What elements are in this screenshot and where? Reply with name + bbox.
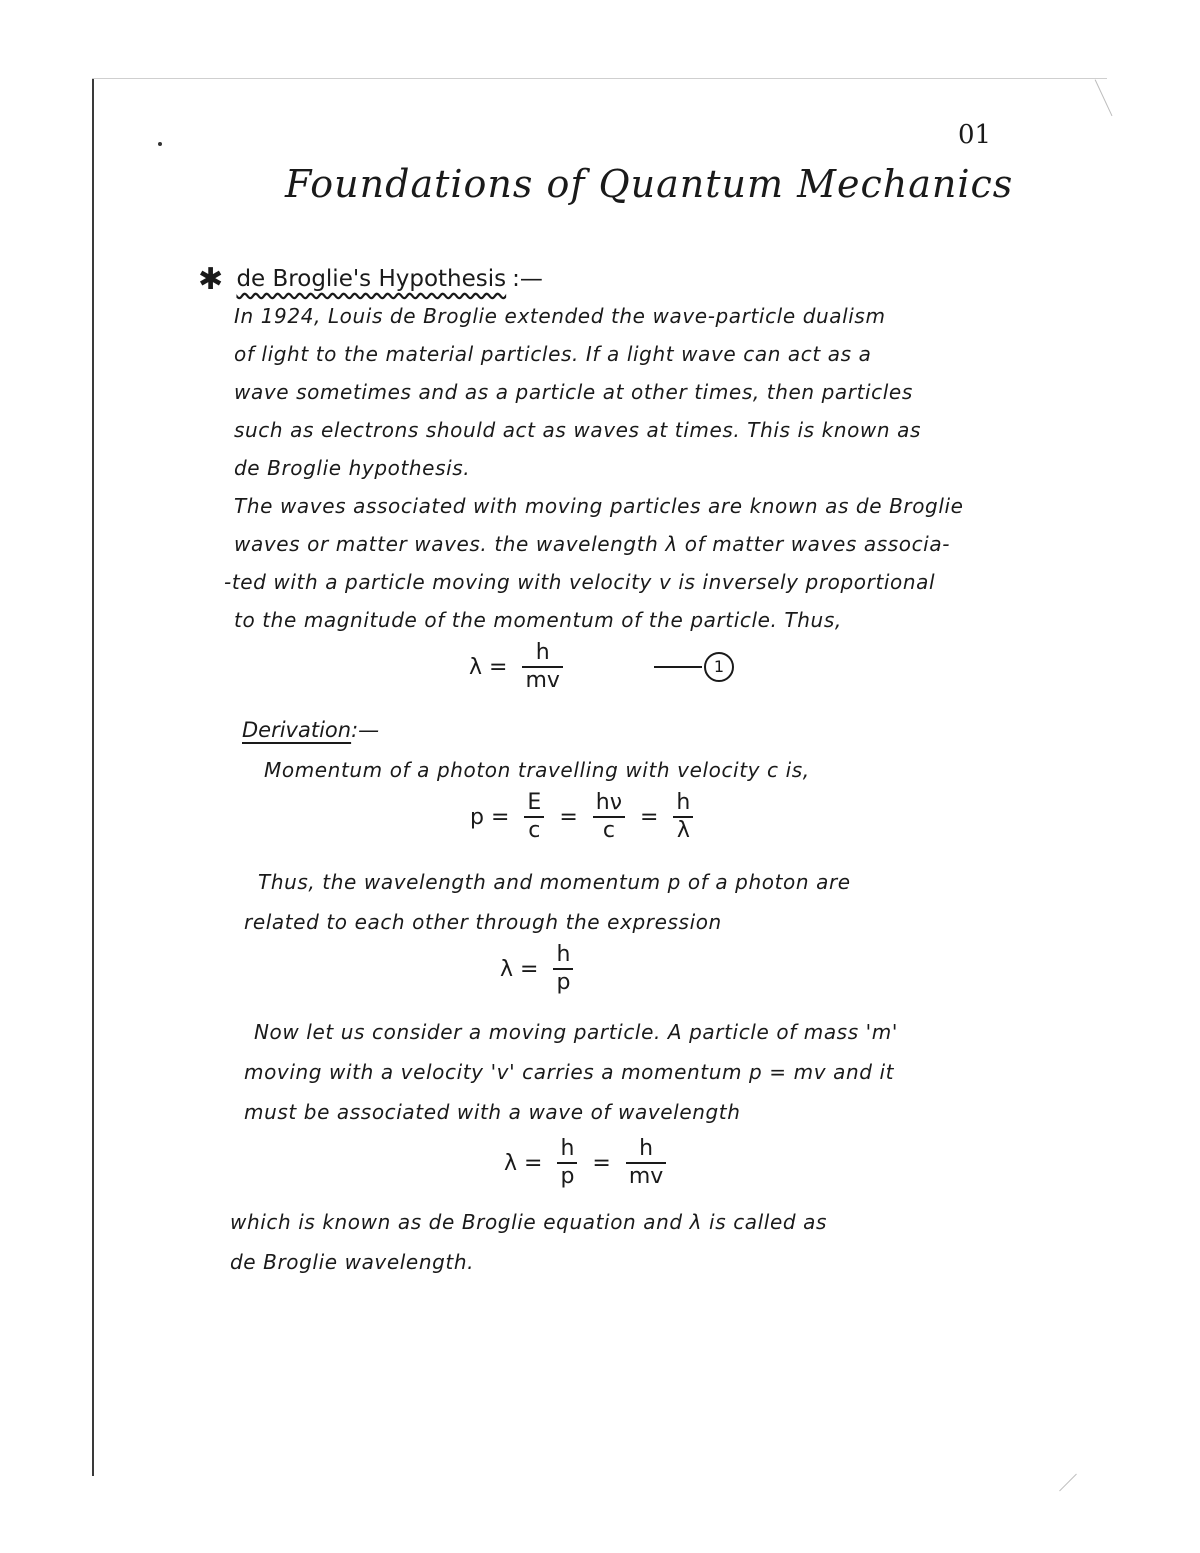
fraction bbox=[593, 790, 625, 844]
text-line: Thus, the wavelength and momentum p of a photon are bbox=[258, 870, 851, 894]
text-line: of light to the material particles. If a light wave can act as a bbox=[234, 342, 872, 366]
page-number: 01 bbox=[958, 120, 992, 150]
margin-dot bbox=[158, 142, 162, 146]
denominator: mv bbox=[628, 1164, 664, 1189]
text-line: related to each other through the expression bbox=[244, 910, 722, 934]
section-heading-text: de Broglie's Hypothesis bbox=[236, 266, 507, 292]
section-heading-sep: :— bbox=[512, 266, 543, 292]
denominator: p bbox=[560, 1164, 575, 1189]
numerator: E bbox=[524, 790, 544, 818]
derivation-heading-text: Derivation bbox=[242, 718, 352, 742]
text-line: de Broglie wavelength. bbox=[230, 1250, 475, 1274]
numerator: h bbox=[553, 942, 573, 970]
denominator: c bbox=[528, 818, 541, 843]
equation-3 bbox=[496, 942, 577, 996]
fraction bbox=[553, 942, 573, 996]
text-line: to the magnitude of the momentum of the particle. Thus, bbox=[234, 608, 842, 632]
denominator: p bbox=[556, 970, 571, 995]
fraction bbox=[626, 1136, 666, 1190]
text-line: -ted with a particle moving with velocity v is inversely proportional bbox=[224, 570, 936, 594]
denominator: mv bbox=[525, 668, 560, 693]
numerator: h bbox=[673, 790, 693, 818]
eq-lhs: λ = bbox=[504, 1150, 543, 1176]
text-line: wave sometimes and as a particle at other times, then particles bbox=[234, 380, 913, 404]
text-line: moving with a velocity 'v' carries a momentum p = mv and it bbox=[244, 1060, 895, 1084]
text-line: waves or matter waves. the wavelength λ of matter waves associa- bbox=[234, 532, 951, 556]
text-line: which is known as de Broglie equation and λ is called as bbox=[230, 1210, 827, 1234]
asterisk-marker: ✱ bbox=[198, 262, 224, 297]
page-title: Foundations of Quantum Mechanics bbox=[285, 162, 1014, 206]
text-line: Momentum of a photon travelling with velocity c is, bbox=[264, 758, 810, 782]
numerator: h bbox=[557, 1136, 577, 1164]
equation-4 bbox=[500, 1136, 670, 1190]
eq-lhs: p = bbox=[470, 804, 510, 830]
denominator: c bbox=[602, 818, 615, 843]
fraction bbox=[522, 640, 562, 694]
equals-sign: = bbox=[559, 804, 578, 830]
derivation-heading bbox=[242, 718, 379, 742]
numerator: hν bbox=[593, 790, 625, 818]
fraction bbox=[557, 1136, 577, 1190]
equation-2 bbox=[466, 790, 697, 844]
corner-scribble-bottom bbox=[1059, 1474, 1077, 1492]
page-top-edge bbox=[92, 78, 1107, 79]
text-line: The waves associated with moving particles are known as de Broglie bbox=[234, 494, 964, 518]
text-line: such as electrons should act as waves at times. This is known as bbox=[234, 418, 922, 442]
eq-lhs: λ = bbox=[469, 654, 508, 680]
denominator: λ bbox=[676, 818, 690, 843]
text-line: Now let us consider a moving particle. A particle of mass 'm' bbox=[254, 1020, 898, 1044]
page-left-edge bbox=[92, 78, 94, 1476]
corner-scribble bbox=[1077, 79, 1113, 124]
derivation-heading-sep: :— bbox=[351, 718, 380, 742]
fraction bbox=[524, 790, 544, 844]
eq-number-dash bbox=[654, 666, 702, 668]
equals-sign: = bbox=[639, 804, 659, 830]
text-line: In 1924, Louis de Broglie extended the wave-particle dualism bbox=[234, 304, 886, 328]
section-heading bbox=[198, 262, 543, 297]
fraction bbox=[673, 790, 693, 844]
text-line: de Broglie hypothesis. bbox=[234, 456, 471, 480]
equation-1 bbox=[465, 640, 734, 694]
eq-lhs: λ = bbox=[500, 956, 539, 982]
equals-sign: = bbox=[592, 1150, 611, 1176]
text-line: must be associated with a wave of wavelength bbox=[244, 1100, 741, 1124]
numerator: h bbox=[626, 1136, 666, 1164]
eq-number: 1 bbox=[704, 652, 734, 682]
numerator: h bbox=[522, 640, 562, 668]
